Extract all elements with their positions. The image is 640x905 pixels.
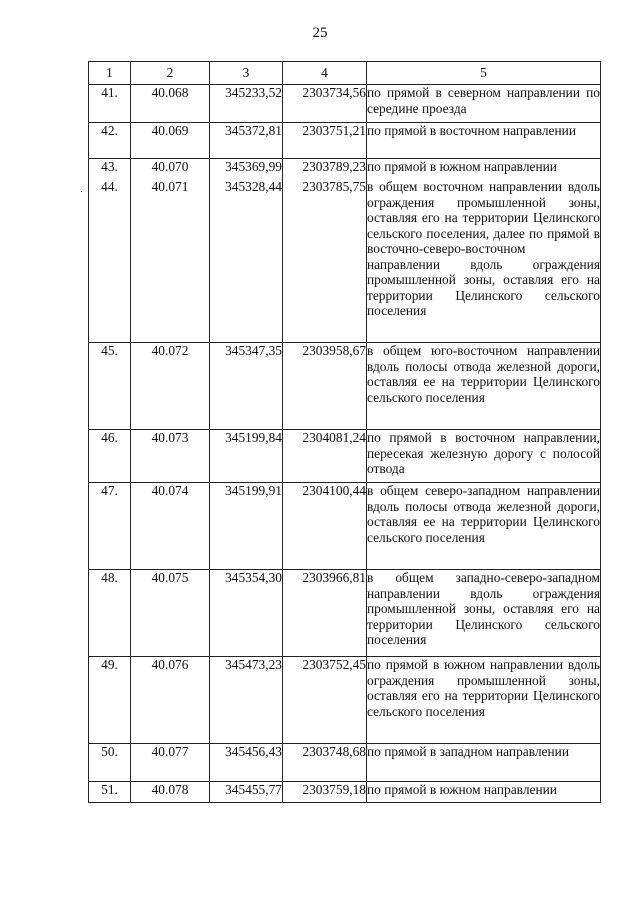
coord-x: 345473,23 (210, 657, 283, 744)
row-number: 45. (89, 343, 131, 430)
coord-y: 2303751,21 (283, 123, 367, 159)
boundary-description: в общем западно-северо-западном направлении вдоль ограждения промышленной зоны, оставляя его на территории Целинского сельского поселения (367, 570, 601, 657)
boundary-description: по прямой в западном направлении (367, 744, 601, 782)
coord-x: 345369,99 (210, 159, 283, 180)
coord-x: 345199,91 (210, 483, 283, 570)
point-id: 40.076 (131, 657, 210, 744)
coord-x: 345347,35 (210, 343, 283, 430)
point-id: 40.068 (131, 85, 210, 123)
boundary-description: по прямой в южном направлении (367, 159, 601, 180)
coord-x: 345455,77 (210, 782, 283, 803)
boundary-description: по прямой в восточном направлении, пересекая железную дорогу с полосой отвода (367, 430, 601, 483)
header-col-3: 3 (210, 62, 283, 85)
table-row (89, 782, 601, 803)
row-number: 51. (89, 782, 131, 803)
table-row (89, 744, 601, 782)
table-row (89, 430, 601, 483)
boundary-description: в общем северо-западном направлении вдоль полосы отвода железной дороги, оставляя ее на территории Целинского сельского поселения (367, 483, 601, 570)
point-id: 40.078 (131, 782, 210, 803)
coord-y: 2303752,45 (283, 657, 367, 744)
coord-y: 2303748,68 (283, 744, 367, 782)
coord-y: 2303759,18 (283, 782, 367, 803)
boundary-points-table (88, 61, 601, 803)
table-header-row (89, 62, 601, 85)
header-col-1: 1 (89, 62, 131, 85)
row-number: 41. (89, 85, 131, 123)
boundary-description: по прямой в южном направлении (367, 782, 601, 803)
row-number: 47. (89, 483, 131, 570)
coord-x: 345328,44 (210, 179, 283, 343)
point-id: 40.069 (131, 123, 210, 159)
row-number: 50. (89, 744, 131, 782)
header-col-2: 2 (131, 62, 210, 85)
point-id: 40.072 (131, 343, 210, 430)
coord-x: 345233,52 (210, 85, 283, 123)
coord-y: 2304100,44 (283, 483, 367, 570)
table-row (89, 123, 601, 159)
boundary-description: по прямой в северном направлении по середине проезда (367, 85, 601, 123)
row-number: 42. (89, 123, 131, 159)
row-number: 48. (89, 570, 131, 657)
table-row (89, 483, 601, 570)
coord-x: 345456,43 (210, 744, 283, 782)
coord-y: 2304081,24 (283, 430, 367, 483)
row-number: 49. (89, 657, 131, 744)
boundary-description: по прямой в южном направлении вдоль ограждения промышленной зоны, оставляя его на территории Целинского сельского поселения (367, 657, 601, 744)
boundary-description: по прямой в восточном направлении (367, 123, 601, 159)
coord-x: 345199,84 (210, 430, 283, 483)
table-row (89, 570, 601, 657)
page-number: 25 (312, 25, 328, 41)
point-id: 40.071 (131, 179, 210, 343)
header-col-4: 4 (283, 62, 367, 85)
coord-y: 2303785,75 (283, 179, 367, 343)
table-row (89, 179, 601, 343)
point-id: 40.074 (131, 483, 210, 570)
coord-y: 2303958,67 (283, 343, 367, 430)
table-row (89, 343, 601, 430)
row-number: 44. (89, 179, 131, 343)
coord-x: 345354,30 (210, 570, 283, 657)
coord-y: 2303734,56 (283, 85, 367, 123)
scan-mark (81, 191, 82, 192)
table-row (89, 85, 601, 123)
row-number: 46. (89, 430, 131, 483)
coord-y: 2303789,23 (283, 159, 367, 180)
boundary-description: в общем юго-восточном направлении вдоль полосы отвода железной дороги, оставляя ее на территории Целинского сельского поселения (367, 343, 601, 430)
coord-x: 345372,81 (210, 123, 283, 159)
point-id: 40.070 (131, 159, 210, 180)
point-id: 40.075 (131, 570, 210, 657)
point-id: 40.073 (131, 430, 210, 483)
boundary-description: в общем восточном направлении вдоль ограждения промышленной зоны, оставляя его на территории Целинского сельского поселения, далее по прямой в восточно-северо-восточном направлении вдоль ограждения промышленной зоны, оставляя его на территории Целинского сельского поселения (367, 179, 601, 343)
table-row (89, 159, 601, 180)
header-col-5: 5 (367, 62, 601, 85)
coord-y: 2303966,81 (283, 570, 367, 657)
point-id: 40.077 (131, 744, 210, 782)
row-number: 43. (89, 159, 131, 180)
table-row (89, 657, 601, 744)
